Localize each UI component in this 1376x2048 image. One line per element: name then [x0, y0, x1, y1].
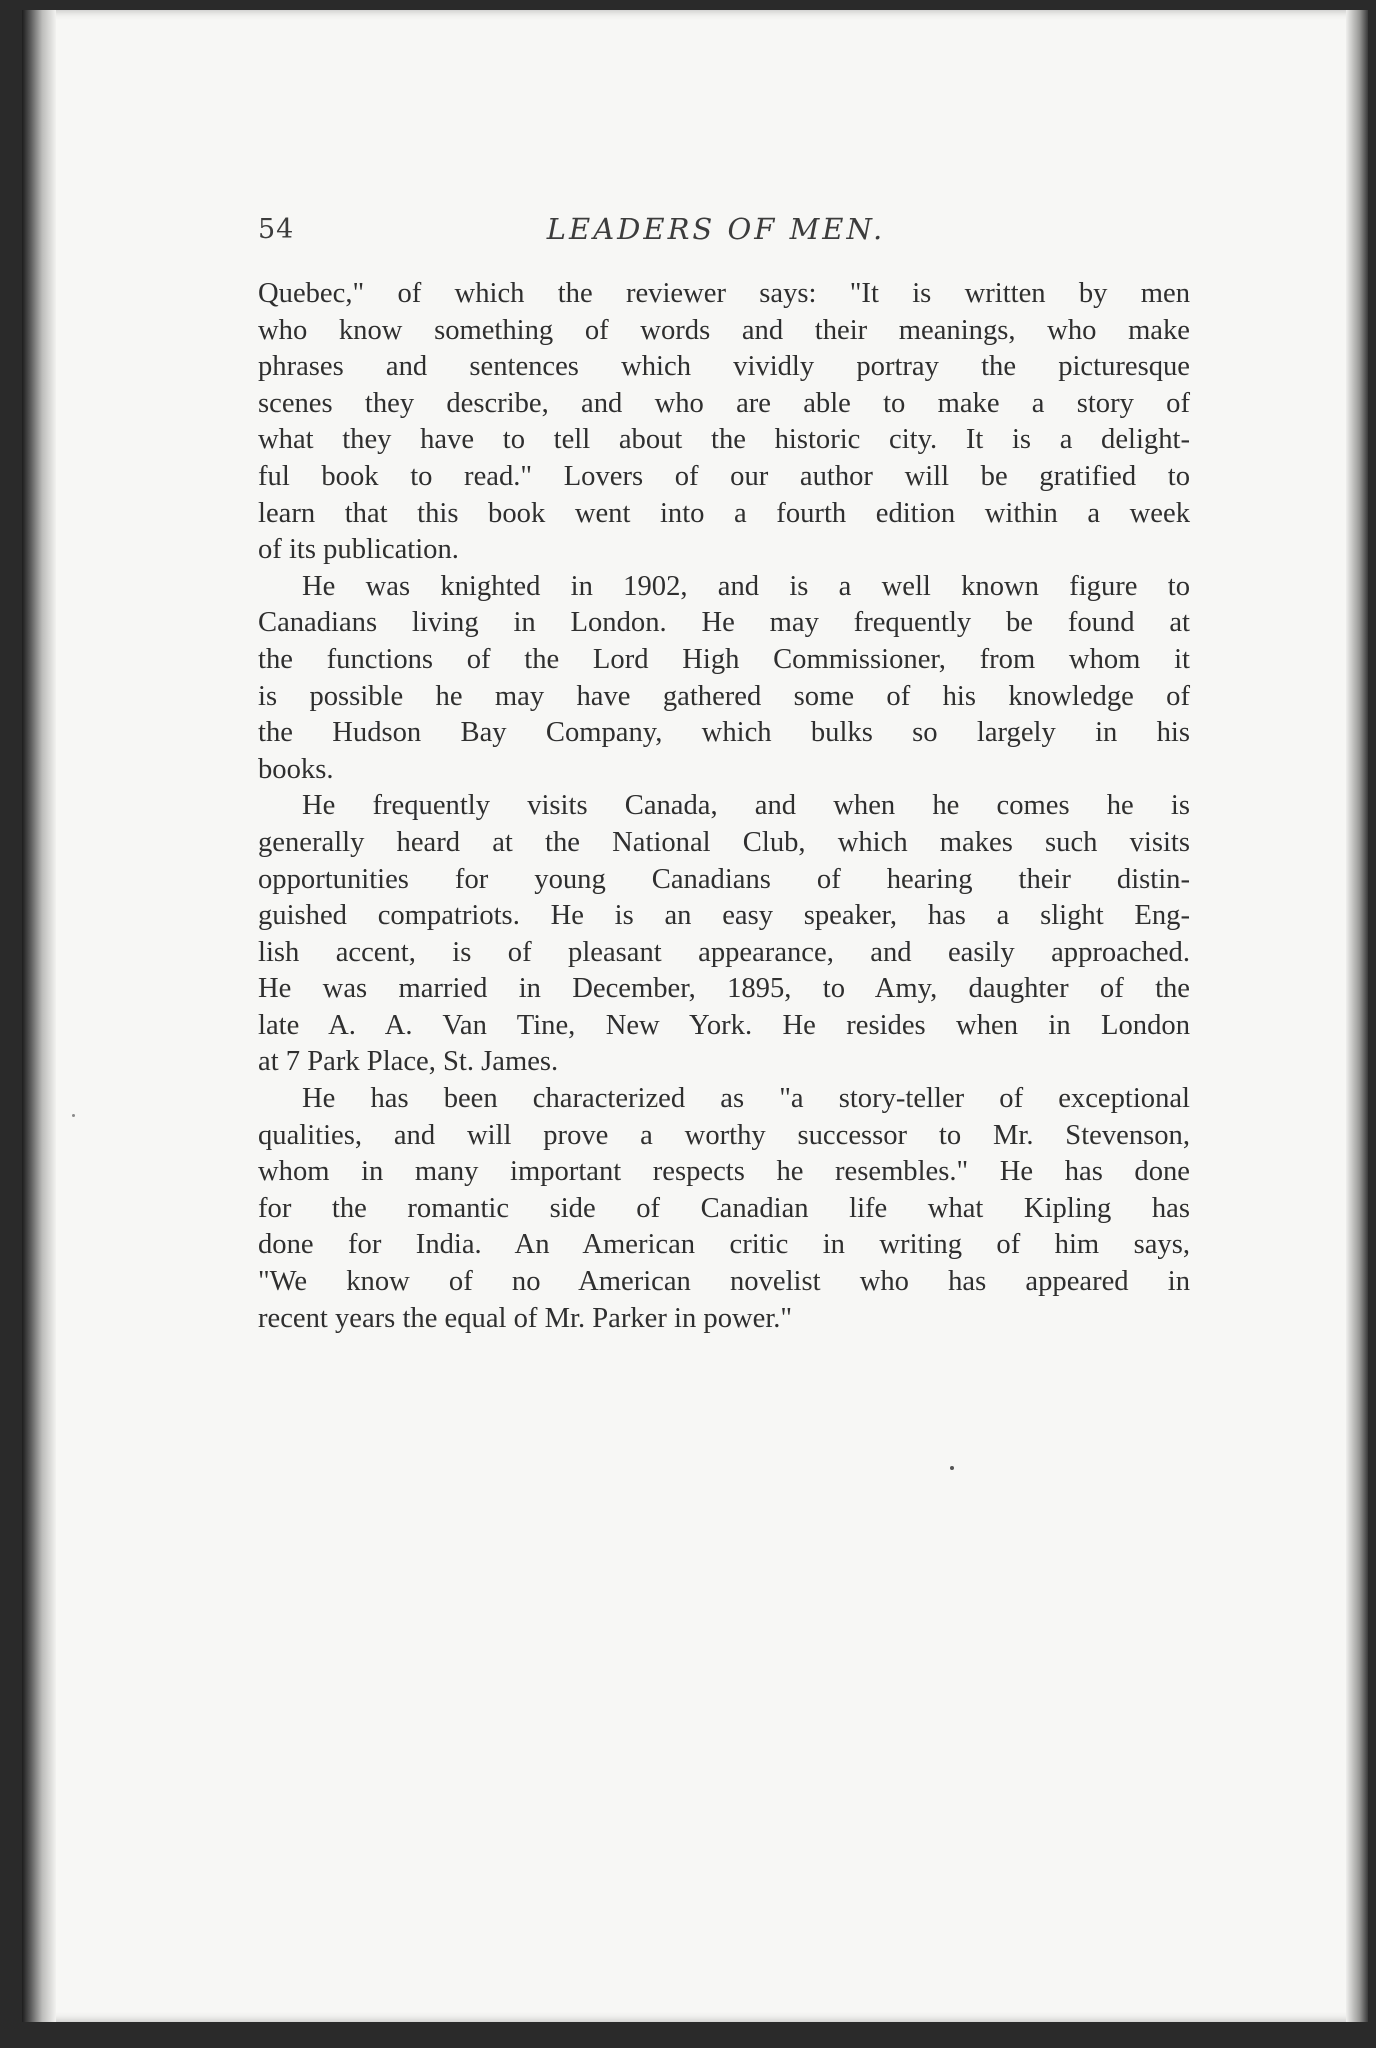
text-line: ful book to read." Lovers of our author will be gratified to: [258, 460, 1190, 492]
paragraph: [258, 788, 1190, 1081]
text-line: learn that this book went into a fourth edition within a week: [258, 497, 1190, 529]
text-line: scenes they describe, and who are able to make a story of: [258, 387, 1190, 419]
text-line: who know something of words and their meanings, who make: [258, 314, 1190, 346]
page-number: 54: [258, 214, 295, 245]
text-line: lish accent, is of pleasant appearance, and easily approached.: [258, 936, 1190, 968]
text-line: the functions of the Lord High Commissioner, from whom it: [258, 643, 1190, 675]
text-line: at 7 Park Place, St. James.: [258, 1046, 559, 1078]
text-line: guished compatriots. He is an easy speaker, has a slight Eng-: [258, 900, 1190, 932]
text-line: He was married in December, 1895, to Amy, daughter of the: [258, 973, 1190, 1005]
text-line: He has been characterized as "a story-teller of exceptional: [302, 1083, 1190, 1115]
running-title: LEADERS OF MEN.: [546, 212, 886, 246]
binding-gutter: [22, 10, 56, 2022]
paragraph: [258, 569, 1190, 789]
text-line: for the romantic side of Canadian life what Kipling has: [258, 1192, 1190, 1224]
text-line: of its publication.: [258, 534, 459, 566]
text-line: He was knighted in 1902, and is a well known figure to: [302, 570, 1190, 602]
paragraph: [258, 276, 1190, 569]
text-line: Quebec," of which the reviewer says: "It is written by men: [258, 278, 1190, 309]
text-line: "We know of no American novelist who has appeared in: [258, 1266, 1190, 1298]
page-edge: [1346, 10, 1368, 2022]
text-line: generally heard at the National Club, which makes such visits: [258, 826, 1190, 858]
paragraph: [258, 1081, 1190, 1337]
scan-speck: [72, 1114, 75, 1117]
text-line: opportunities for young Canadians of hearing their distin-: [258, 863, 1190, 895]
text-line: is possible he may have gathered some of his knowledge of: [258, 680, 1190, 712]
text-line: phrases and sentences which vividly portray the picturesque: [258, 351, 1190, 383]
body-text: [258, 276, 1190, 1337]
text-line: what they have to tell about the historic city. It is a delight-: [258, 424, 1190, 456]
scan-speck: [950, 1466, 954, 1470]
text-line: the Hudson Bay Company, which bulks so largely in his: [258, 717, 1190, 749]
page-header: [238, 210, 1194, 254]
text-line: books.: [258, 753, 334, 785]
text-line: He frequently visits Canada, and when he comes he is: [302, 790, 1190, 822]
text-line: late A. A. Van Tine, New York. He resides when in London: [258, 1009, 1190, 1041]
text-line: recent years the equal of Mr. Parker in power.": [258, 1302, 793, 1334]
text-line: qualities, and will prove a worthy successor to Mr. Stevenson,: [258, 1119, 1190, 1151]
text-line: Canadians living in London. He may frequently be found at: [258, 607, 1190, 639]
text-line: whom in many important respects he resembles." He has done: [258, 1156, 1190, 1188]
text-line: done for India. An American critic in writing of him says,: [258, 1229, 1190, 1261]
